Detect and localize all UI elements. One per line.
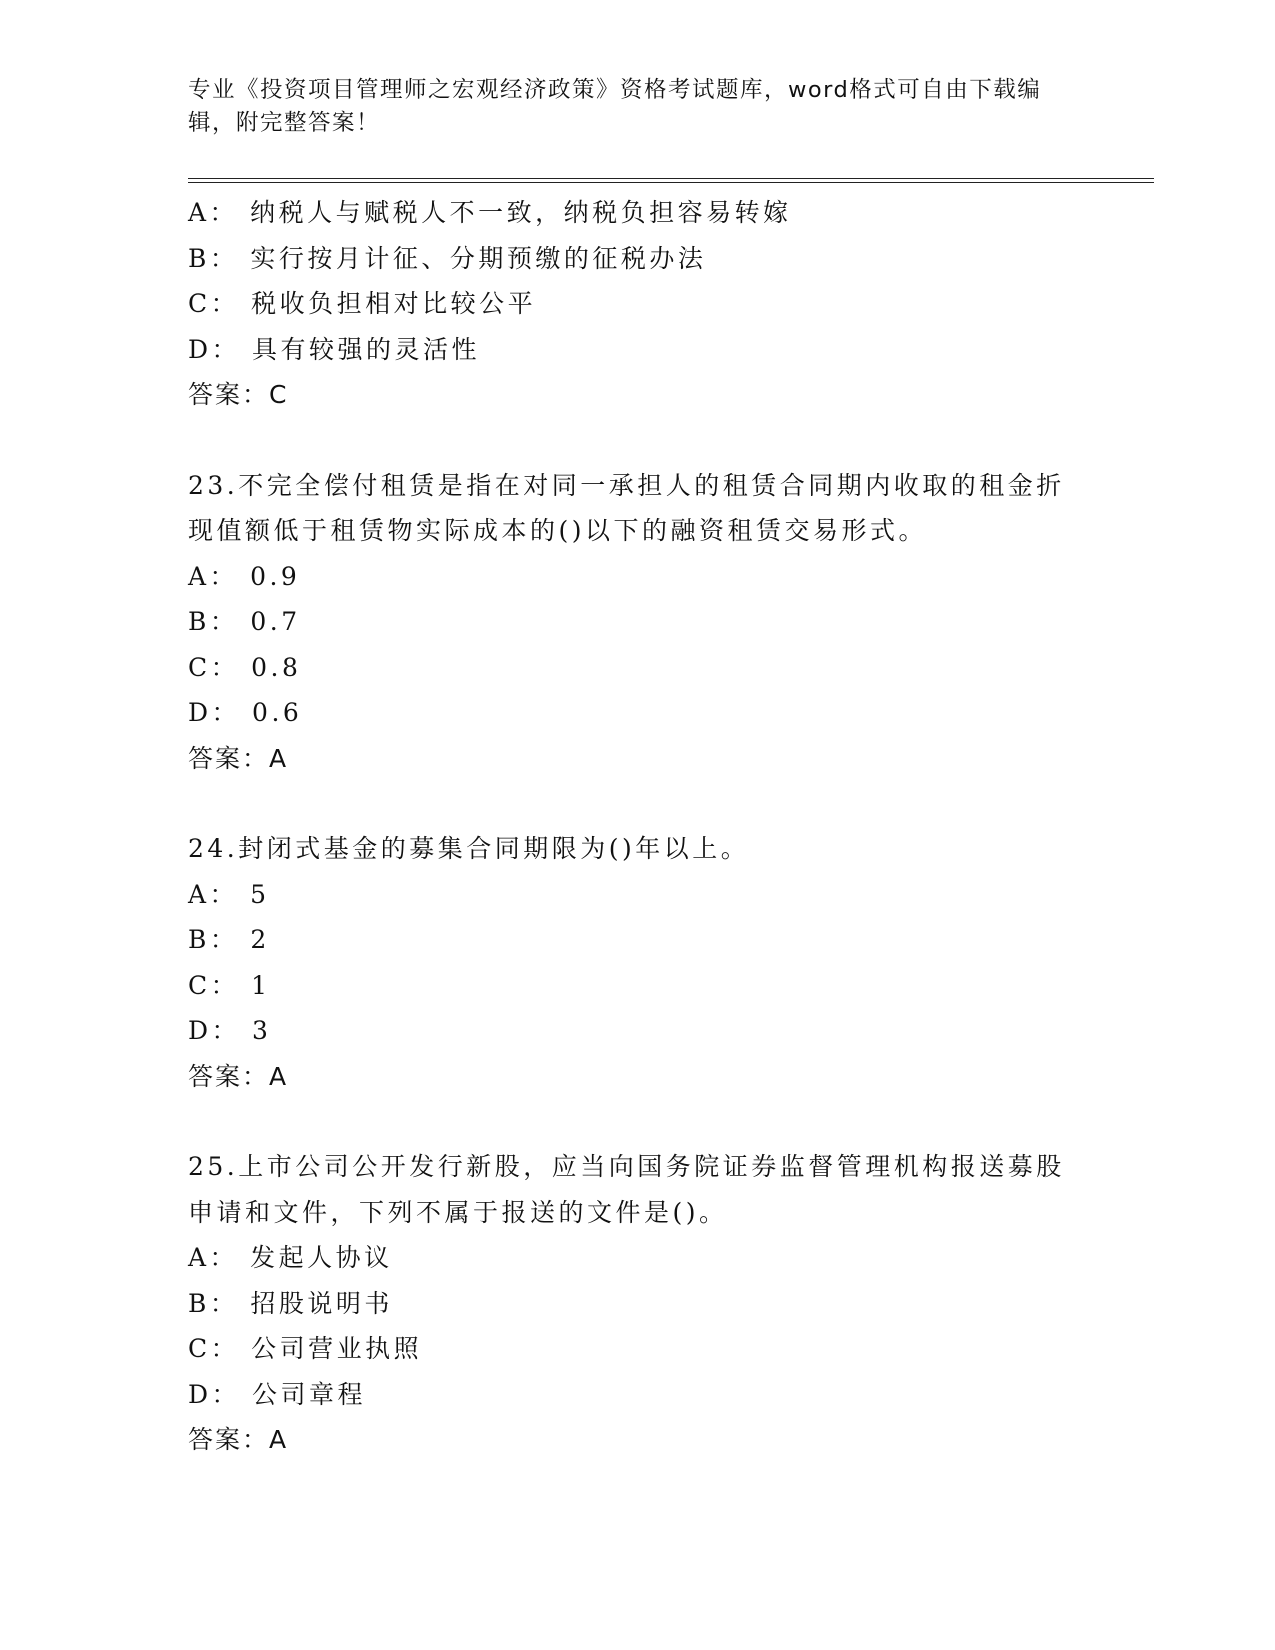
- option-c: C： 0.8: [188, 652, 302, 682]
- option-b: B： 实行按月计征、分期预缴的征税办法: [188, 243, 707, 273]
- option-c: C： 1: [188, 970, 271, 1000]
- option-a: A： 5: [188, 879, 270, 909]
- option-b: B： 0.7: [188, 607, 301, 636]
- question-text: 24.封闭式基金的募集合同期限为()年以上。: [188, 834, 750, 863]
- answer-line: 答案：C: [188, 380, 289, 409]
- option-a: A： 纳税人与赋税人不一致，纳税负担容易转嫁: [188, 198, 792, 227]
- spacer: [188, 781, 1088, 826]
- header-divider-top: [188, 178, 1154, 179]
- option-d: D： 0.6: [188, 698, 303, 727]
- option-c: C： 税收负担相对比较公平: [188, 289, 537, 318]
- question-block-22: [188, 190, 1088, 418]
- option-d: D： 具有较强的灵活性: [188, 334, 481, 364]
- option-d: D： 3: [188, 1016, 272, 1045]
- question-block-23: [188, 463, 1088, 782]
- option-a: A： 0.9: [188, 561, 301, 591]
- option-c: C： 公司营业执照: [188, 1334, 423, 1363]
- answer-line: 答案：A: [188, 1061, 289, 1091]
- question-block-24: [188, 826, 1088, 1099]
- question-text: 23.不完全偿付租赁是指在对同一承担人的租赁合同期内收取的租金折现值额低于租赁物实际成本的()以下的融资租赁交易形式。: [188, 470, 1065, 545]
- spacer: [188, 1099, 1088, 1144]
- document-header: 专业《投资项目管理师之宏观经济政策》资格考试题库，word格式可自由下载编辑，附完整答案！: [188, 77, 1042, 136]
- answer-line: 答案：A: [188, 1425, 289, 1454]
- question-block-25: [188, 1144, 1088, 1463]
- header-divider-bottom: [188, 182, 1154, 183]
- option-a: A： 发起人协议: [188, 1243, 393, 1272]
- option-b: B： 招股说明书: [188, 1288, 393, 1318]
- spacer: [188, 418, 1088, 463]
- option-d: D： 公司章程: [188, 1379, 367, 1409]
- answer-line: 答案：A: [188, 743, 289, 773]
- option-b: B： 2: [188, 925, 270, 954]
- question-list: [188, 190, 1088, 1463]
- question-text: 25.上市公司公开发行新股，应当向国务院证券监督管理机构报送募股申请和文件，下列不属于报送的文件是()。: [188, 1152, 1065, 1227]
